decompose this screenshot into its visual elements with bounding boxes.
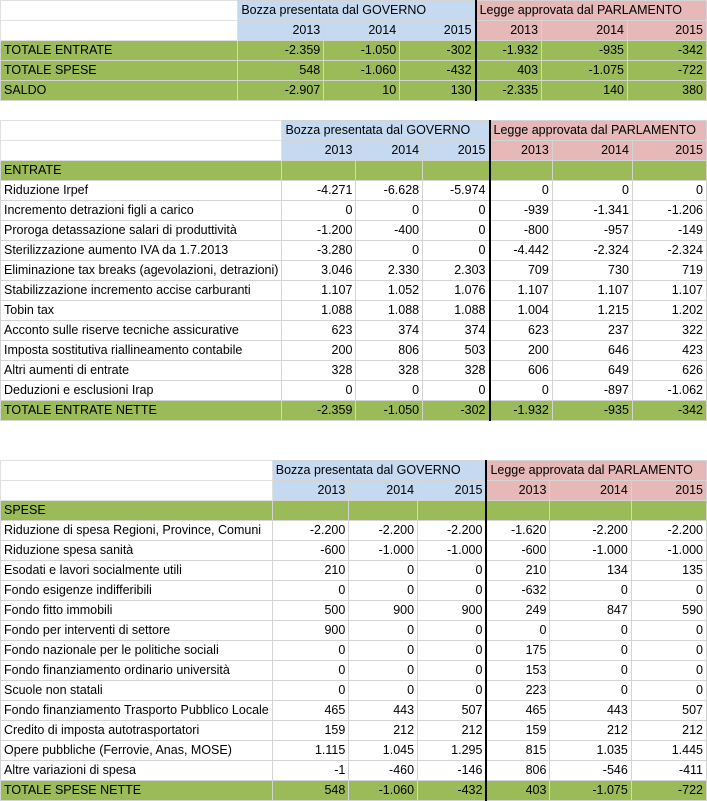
year-cell: 2013: [486, 481, 550, 501]
governo-header: Bozza presentata dal GOVERNO: [282, 121, 490, 141]
row-label: TOTALE ENTRATE NETTE: [1, 401, 282, 421]
table-row: [1, 541, 707, 561]
table-row: [1, 641, 707, 661]
summary-years-row: [1, 21, 707, 41]
value-cell: -1.200: [282, 221, 356, 241]
value-cell: -1.206: [632, 201, 706, 221]
table-row: [1, 281, 707, 301]
value-cell: 0: [349, 681, 418, 701]
year-cell: 2014: [324, 21, 400, 41]
value-cell: -342: [632, 401, 706, 421]
value-cell: 806: [356, 341, 423, 361]
year-cell: 2013: [272, 481, 349, 501]
value-cell: -2.324: [632, 241, 706, 261]
year-cell: 2014: [349, 481, 418, 501]
value-cell: 623: [490, 321, 553, 341]
year-cell: 2015: [631, 481, 706, 501]
value-cell: 0: [550, 641, 631, 661]
value-cell: 153: [486, 661, 550, 681]
blank-cell: [1, 461, 273, 481]
value-cell: -1.062: [632, 381, 706, 401]
row-label: Scuole non statali: [1, 681, 273, 701]
value-cell: -1.932: [476, 41, 542, 61]
value-cell: 1.107: [552, 281, 632, 301]
value-cell: 0: [356, 201, 423, 221]
value-cell: 0: [418, 621, 487, 641]
value-cell: 548: [272, 781, 349, 801]
value-cell: 2.303: [423, 261, 490, 281]
value-cell: -1.050: [356, 401, 423, 421]
value-cell: 1.202: [632, 301, 706, 321]
value-cell: 380: [628, 81, 707, 101]
value-cell: 0: [349, 561, 418, 581]
row-label: Sterilizzazione aumento IVA da 1.7.2013: [1, 241, 282, 261]
value-cell: -460: [349, 761, 418, 781]
value-cell: 0: [632, 181, 706, 201]
value-cell: 1.076: [423, 281, 490, 301]
value-cell: 374: [423, 321, 490, 341]
year-cell: 2015: [418, 481, 487, 501]
value-cell: -2.335: [476, 81, 542, 101]
value-cell: 0: [490, 181, 553, 201]
table-row: [1, 301, 707, 321]
value-cell: -5.974: [423, 181, 490, 201]
spese-header-row: [1, 461, 707, 481]
summary-table: [0, 0, 707, 101]
table-row: [1, 701, 707, 721]
value-cell: 210: [486, 561, 550, 581]
year-cell: 2014: [542, 21, 628, 41]
value-cell: 1.088: [423, 301, 490, 321]
row-label: Riduzione Irpef: [1, 181, 282, 201]
value-cell: 200: [282, 341, 356, 361]
value-cell: 328: [356, 361, 423, 381]
value-cell: -1.075: [550, 781, 631, 801]
blank-cell: [1, 1, 238, 21]
row-label: Credito di imposta autotrasportatori: [1, 721, 273, 741]
row-label: Acconto sulle riserve tecniche assicurative: [1, 321, 282, 341]
value-cell: 1.107: [632, 281, 706, 301]
value-cell: -1.000: [418, 541, 487, 561]
parlamento-header: Legge approvata dal PARLAMENTO: [476, 1, 707, 21]
value-cell: -935: [542, 41, 628, 61]
value-cell: 0: [550, 581, 631, 601]
value-cell: 159: [486, 721, 550, 741]
value-cell: -1.075: [542, 61, 628, 81]
value-cell: 403: [476, 61, 542, 81]
total-row: [1, 781, 707, 801]
value-cell: -146: [418, 761, 487, 781]
value-cell: 1.107: [282, 281, 356, 301]
value-cell: -1.000: [550, 541, 631, 561]
value-cell: 130: [400, 81, 476, 101]
row-label: Fondo nazionale per le politiche sociali: [1, 641, 273, 661]
value-cell: 0: [631, 621, 706, 641]
value-cell: 0: [631, 681, 706, 701]
value-cell: 0: [631, 581, 706, 601]
value-cell: -149: [632, 221, 706, 241]
value-cell: 0: [423, 381, 490, 401]
row-label: SALDO: [1, 81, 238, 101]
value-cell: 0: [349, 581, 418, 601]
value-cell: 328: [423, 361, 490, 381]
table-row: [1, 721, 707, 741]
value-cell: -6.628: [356, 181, 423, 201]
table-row: [1, 41, 707, 61]
value-cell: 2.330: [356, 261, 423, 281]
value-cell: 0: [356, 381, 423, 401]
value-cell: 374: [356, 321, 423, 341]
value-cell: 1.052: [356, 281, 423, 301]
value-cell: 507: [418, 701, 487, 721]
section-fill: [349, 501, 418, 521]
value-cell: -2.200: [418, 521, 487, 541]
section-title: ENTRATE: [1, 161, 282, 181]
table-row: [1, 261, 707, 281]
value-cell: -2.200: [349, 521, 418, 541]
year-cell: 2014: [550, 481, 631, 501]
row-label: Imposta sostitutiva riallineamento contabile: [1, 341, 282, 361]
value-cell: 606: [490, 361, 553, 381]
value-cell: -632: [486, 581, 550, 601]
governo-header: Bozza presentata dal GOVERNO: [272, 461, 486, 481]
value-cell: 212: [550, 721, 631, 741]
value-cell: 0: [418, 681, 487, 701]
section-fill: [423, 161, 490, 181]
value-cell: -1.000: [349, 541, 418, 561]
value-cell: -400: [356, 221, 423, 241]
value-cell: 0: [486, 621, 550, 641]
value-cell: 0: [272, 681, 349, 701]
table-row: [1, 321, 707, 341]
value-cell: 649: [552, 361, 632, 381]
summary-header-row: [1, 1, 707, 21]
table-row: [1, 681, 707, 701]
value-cell: 0: [490, 381, 553, 401]
row-label: Riduzione spesa sanità: [1, 541, 273, 561]
value-cell: 212: [631, 721, 706, 741]
table-row: [1, 341, 707, 361]
table-row: [1, 761, 707, 781]
year-cell: 2013: [282, 141, 356, 161]
value-cell: -957: [552, 221, 632, 241]
value-cell: 590: [631, 601, 706, 621]
value-cell: 159: [272, 721, 349, 741]
value-cell: -4.271: [282, 181, 356, 201]
value-cell: -1.932: [490, 401, 553, 421]
parlamento-header: Legge approvata dal PARLAMENTO: [486, 461, 706, 481]
value-cell: 507: [631, 701, 706, 721]
value-cell: 0: [349, 661, 418, 681]
value-cell: -2.324: [552, 241, 632, 261]
value-cell: -600: [486, 541, 550, 561]
row-label: Fondo fitto immobili: [1, 601, 273, 621]
value-cell: 443: [550, 701, 631, 721]
value-cell: 328: [282, 361, 356, 381]
value-cell: 423: [632, 341, 706, 361]
section-fill: [486, 501, 550, 521]
value-cell: -897: [552, 381, 632, 401]
value-cell: 815: [486, 741, 550, 761]
value-cell: -302: [400, 41, 476, 61]
value-cell: -935: [552, 401, 632, 421]
value-cell: 1.107: [490, 281, 553, 301]
value-cell: 1.004: [490, 301, 553, 321]
value-cell: 1.088: [282, 301, 356, 321]
value-cell: 0: [272, 641, 349, 661]
value-cell: 212: [349, 721, 418, 741]
year-cell: 2014: [356, 141, 423, 161]
row-label: Tobin tax: [1, 301, 282, 321]
row-label: Opere pubbliche (Ferrovie, Anas, MOSE): [1, 741, 273, 761]
value-cell: 900: [418, 601, 487, 621]
value-cell: 0: [418, 661, 487, 681]
row-label: Incremento detrazioni figli a carico: [1, 201, 282, 221]
value-cell: 0: [282, 201, 356, 221]
value-cell: -800: [490, 221, 553, 241]
table-row: [1, 601, 707, 621]
blank-cell: [1, 141, 282, 161]
value-cell: 0: [423, 221, 490, 241]
table-row: [1, 61, 707, 81]
value-cell: 626: [632, 361, 706, 381]
section-fill: [282, 161, 356, 181]
value-cell: -342: [628, 41, 707, 61]
row-label: Altri aumenti di entrate: [1, 361, 282, 381]
entrate-table: [0, 120, 707, 421]
value-cell: 0: [423, 241, 490, 261]
value-cell: 730: [552, 261, 632, 281]
value-cell: -2.200: [550, 521, 631, 541]
value-cell: 249: [486, 601, 550, 621]
row-label: Deduzioni e esclusioni Irap: [1, 381, 282, 401]
value-cell: -1: [272, 761, 349, 781]
value-cell: 0: [418, 581, 487, 601]
value-cell: 0: [282, 381, 356, 401]
value-cell: 212: [418, 721, 487, 741]
section-fill: [552, 161, 632, 181]
spese-section-row: [1, 501, 707, 521]
table-row: [1, 621, 707, 641]
value-cell: -4.442: [490, 241, 553, 261]
value-cell: 900: [272, 621, 349, 641]
value-cell: 0: [631, 641, 706, 661]
value-cell: 719: [632, 261, 706, 281]
section-title: SPESE: [1, 501, 273, 521]
value-cell: -722: [631, 781, 706, 801]
value-cell: 140: [542, 81, 628, 101]
table-row: [1, 241, 707, 261]
value-cell: 443: [349, 701, 418, 721]
section-fill: [272, 501, 349, 521]
value-cell: -1.050: [324, 41, 400, 61]
table-row: [1, 741, 707, 761]
value-cell: -432: [400, 61, 476, 81]
value-cell: -600: [272, 541, 349, 561]
row-label: TOTALE SPESE: [1, 61, 238, 81]
value-cell: 465: [272, 701, 349, 721]
section-fill: [631, 501, 706, 521]
value-cell: 322: [632, 321, 706, 341]
entrate-header-row: [1, 121, 707, 141]
value-cell: -302: [423, 401, 490, 421]
year-cell: 2014: [552, 141, 632, 161]
table-row: [1, 561, 707, 581]
entrate-section-row: [1, 161, 707, 181]
row-label: Fondo per interventi di settore: [1, 621, 273, 641]
value-cell: 200: [490, 341, 553, 361]
row-label: Proroga detassazione salari di produttività: [1, 221, 282, 241]
value-cell: -3.280: [282, 241, 356, 261]
total-row: [1, 401, 707, 421]
value-cell: -432: [418, 781, 487, 801]
row-label: TOTALE SPESE NETTE: [1, 781, 273, 801]
table-row: [1, 181, 707, 201]
entrate-years-row: [1, 141, 707, 161]
year-cell: 2015: [423, 141, 490, 161]
year-cell: 2013: [490, 141, 553, 161]
year-cell: 2013: [476, 21, 542, 41]
value-cell: 135: [631, 561, 706, 581]
year-cell: 2015: [628, 21, 707, 41]
governo-header: Bozza presentata dal GOVERNO: [238, 1, 476, 21]
value-cell: 0: [423, 201, 490, 221]
value-cell: 465: [486, 701, 550, 721]
value-cell: 0: [356, 241, 423, 261]
value-cell: 134: [550, 561, 631, 581]
value-cell: 0: [272, 661, 349, 681]
value-cell: 1.088: [356, 301, 423, 321]
value-cell: -2.359: [238, 41, 324, 61]
row-label: Eliminazione tax breaks (agevolazioni, detrazioni): [1, 261, 282, 281]
value-cell: 210: [272, 561, 349, 581]
value-cell: 1.295: [418, 741, 487, 761]
value-cell: 500: [272, 601, 349, 621]
section-fill: [356, 161, 423, 181]
value-cell: 0: [272, 581, 349, 601]
table-row: [1, 221, 707, 241]
value-cell: 623: [282, 321, 356, 341]
spese-table: [0, 460, 707, 801]
value-cell: -939: [490, 201, 553, 221]
table-row: [1, 581, 707, 601]
value-cell: 0: [550, 661, 631, 681]
value-cell: -1.060: [349, 781, 418, 801]
section-fill: [418, 501, 487, 521]
value-cell: 503: [423, 341, 490, 361]
value-cell: 0: [349, 621, 418, 641]
table-row: [1, 661, 707, 681]
row-label: Fondo esigenze indifferibili: [1, 581, 273, 601]
value-cell: 900: [349, 601, 418, 621]
row-label: Altre variazioni di spesa: [1, 761, 273, 781]
value-cell: 1.115: [272, 741, 349, 761]
row-label: Fondo finanziamento Trasporto Pubblico Locale: [1, 701, 273, 721]
value-cell: 0: [550, 681, 631, 701]
value-cell: 0: [550, 621, 631, 641]
row-label: Esodati e lavori socialmente utili: [1, 561, 273, 581]
value-cell: 806: [486, 761, 550, 781]
value-cell: 0: [552, 181, 632, 201]
value-cell: 3.046: [282, 261, 356, 281]
section-fill: [550, 501, 631, 521]
value-cell: 175: [486, 641, 550, 661]
table-row: [1, 81, 707, 101]
value-cell: 709: [490, 261, 553, 281]
value-cell: 0: [631, 661, 706, 681]
table-row: [1, 521, 707, 541]
table-row: [1, 361, 707, 381]
value-cell: -411: [631, 761, 706, 781]
value-cell: -1.060: [324, 61, 400, 81]
blank-cell: [1, 21, 238, 41]
value-cell: 847: [550, 601, 631, 621]
year-cell: 2013: [238, 21, 324, 41]
value-cell: -722: [628, 61, 707, 81]
value-cell: -2.200: [631, 521, 706, 541]
value-cell: -2.907: [238, 81, 324, 101]
value-cell: 646: [552, 341, 632, 361]
row-label: Stabilizzazione incremento accise carburanti: [1, 281, 282, 301]
value-cell: 0: [418, 641, 487, 661]
value-cell: -1.620: [486, 521, 550, 541]
value-cell: 1.215: [552, 301, 632, 321]
value-cell: 0: [418, 561, 487, 581]
value-cell: 548: [238, 61, 324, 81]
row-label: TOTALE ENTRATE: [1, 41, 238, 61]
row-label: Fondo finanziamento ordinario università: [1, 661, 273, 681]
value-cell: 1.045: [349, 741, 418, 761]
parlamento-header: Legge approvata dal PARLAMENTO: [490, 121, 707, 141]
table-row: [1, 201, 707, 221]
value-cell: -1.341: [552, 201, 632, 221]
value-cell: -2.359: [282, 401, 356, 421]
value-cell: 1.035: [550, 741, 631, 761]
section-fill: [632, 161, 706, 181]
year-cell: 2015: [632, 141, 706, 161]
value-cell: 403: [486, 781, 550, 801]
value-cell: -1.000: [631, 541, 706, 561]
year-cell: 2015: [400, 21, 476, 41]
value-cell: 1.445: [631, 741, 706, 761]
value-cell: -546: [550, 761, 631, 781]
table-row: [1, 381, 707, 401]
blank-cell: [1, 121, 282, 141]
value-cell: 0: [349, 641, 418, 661]
value-cell: 223: [486, 681, 550, 701]
value-cell: -2.200: [272, 521, 349, 541]
section-fill: [490, 161, 553, 181]
blank-cell: [1, 481, 273, 501]
row-label: Riduzione di spesa Regioni, Province, Comuni: [1, 521, 273, 541]
spese-years-row: [1, 481, 707, 501]
value-cell: 10: [324, 81, 400, 101]
value-cell: 237: [552, 321, 632, 341]
